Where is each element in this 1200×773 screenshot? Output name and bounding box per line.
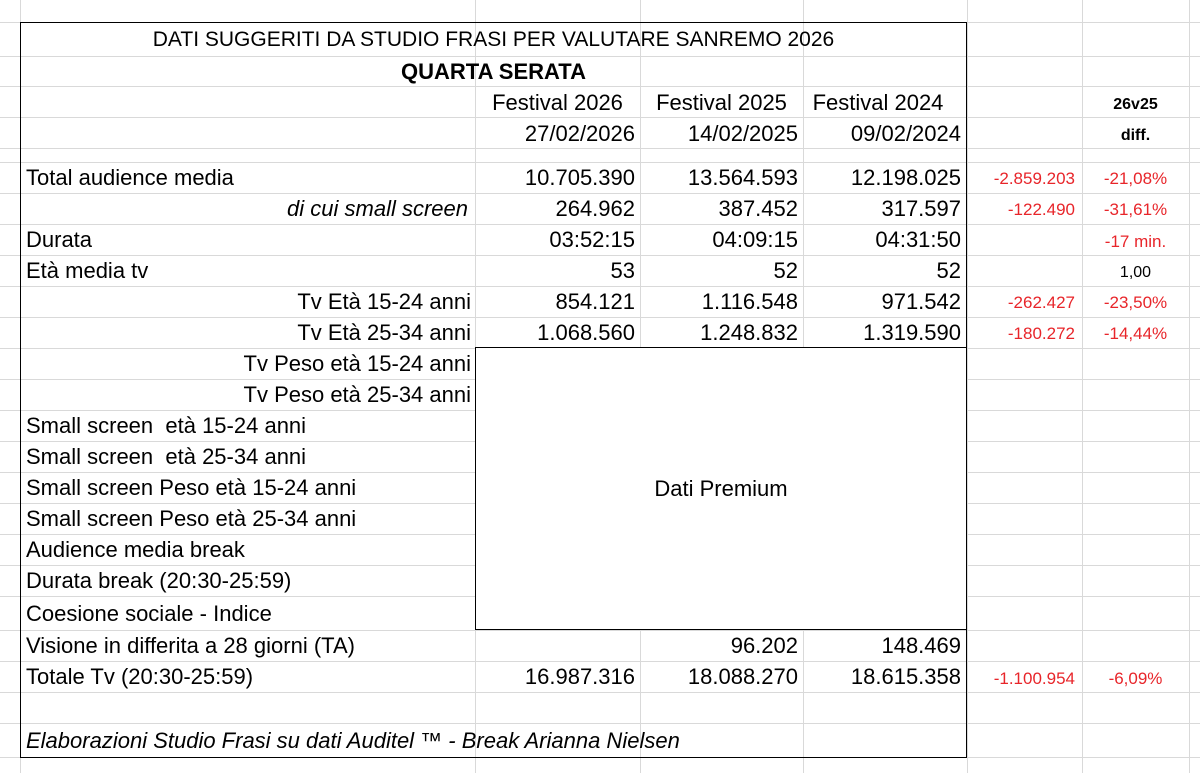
page-title: DATI SUGGERITI DA STUDIO FRASI PER VALUTARE SANREMO 2026 [152,28,835,51]
row-label: Visione in differita a 28 giorni (TA) [26,633,355,658]
col-2024-name: Festival 2024 [812,90,944,115]
cell-diff-pct: -31,61% [1103,200,1168,219]
cell-diff-abs: -1.100.954 [993,669,1075,688]
cell-2025: 13.564.593 [687,165,798,190]
cell-2024: 04:31:50 [875,227,961,252]
cell-diff-pct: 1,00 [1119,264,1152,281]
cell-diff-pct: -23,50% [1103,293,1168,312]
cell-diff-pct: -21,08% [1103,169,1168,188]
footer-note: Elaborazioni Studio Frasi su dati Auditel ™ - Break Arianna Nielsen [26,728,680,753]
col-2025-date: 14/02/2025 [687,121,798,146]
premium-row-label: Coesione sociale - Indice [26,601,272,626]
row-label: Total audience media [26,165,234,190]
premium-label: Dati Premium [654,476,788,501]
cell-2025: 387.452 [718,196,798,221]
cell-diff-abs: -2.859.203 [993,169,1075,188]
premium-row-label: Small screen Peso età 15-24 anni [26,475,357,500]
premium-row-label: Tv Peso età 25-34 anni [243,382,471,407]
diff-header-2: diff. [1120,127,1151,144]
row-label: di cui small screen [287,196,468,221]
row-label: Tv Età 15-24 anni [297,289,471,314]
cell-diff-abs: -180.272 [1007,324,1075,343]
cell-2024: 18.615.358 [850,664,961,689]
cell-2026: 264.962 [555,196,635,221]
cell-2025: 1.248.832 [700,320,798,345]
cell-2026: 03:52:15 [549,227,635,252]
premium-row-label: Audience media break [26,537,245,562]
cell-2025: 18.088.270 [687,664,798,689]
cell-2025: 52 [773,258,798,283]
diff-header: 26v25 [1113,96,1158,113]
premium-row-label: Durata break (20:30-25:59) [26,568,292,593]
cell-diff-pct: -6,09% [1108,669,1163,688]
cell-2026: 10.705.390 [524,165,635,190]
cell-2024: 971.542 [881,289,961,314]
col-2025-name: Festival 2025 [656,90,787,115]
col-2024-date: 09/02/2024 [850,121,961,146]
row-label: Totale Tv (20:30-25:59) [26,664,254,689]
row-label: Età media tv [26,258,149,283]
premium-row-label: Small screen età 15-24 anni [26,413,307,438]
cell-diff-pct: -14,44% [1103,324,1168,343]
cell-2025: 04:09:15 [712,227,798,252]
cell-diff-abs: -122.490 [1007,200,1075,219]
cell-2025: 96.202 [730,633,798,658]
cell-2024: 12.198.025 [850,165,961,190]
cell-2024: 148.469 [881,633,961,658]
cell-2026: 1.068.560 [537,320,635,345]
row-label: Durata [26,227,93,252]
cell-2024: 1.319.590 [863,320,961,345]
cell-diff-abs: -262.427 [1007,293,1075,312]
premium-row-label: Small screen Peso età 25-34 anni [26,506,357,531]
col-2026-date: 27/02/2026 [524,121,635,146]
cell-2024: 52 [936,258,961,283]
cell-2025: 1.116.548 [701,289,798,314]
premium-row-label: Tv Peso età 15-24 anni [243,351,471,376]
col-2026-name: Festival 2026 [492,90,623,115]
premium-row-label: Small screen età 25-34 anni [26,444,307,469]
cell-2026: 53 [610,258,635,283]
cell-2026: 854.121 [555,289,635,314]
row-label: Tv Età 25-34 anni [297,320,471,345]
page-subtitle: QUARTA SERATA [401,59,586,84]
cell-2026: 16.987.316 [524,664,635,689]
cell-2024: 317.597 [881,196,961,221]
cell-diff-pct: -17 min. [1104,232,1167,251]
